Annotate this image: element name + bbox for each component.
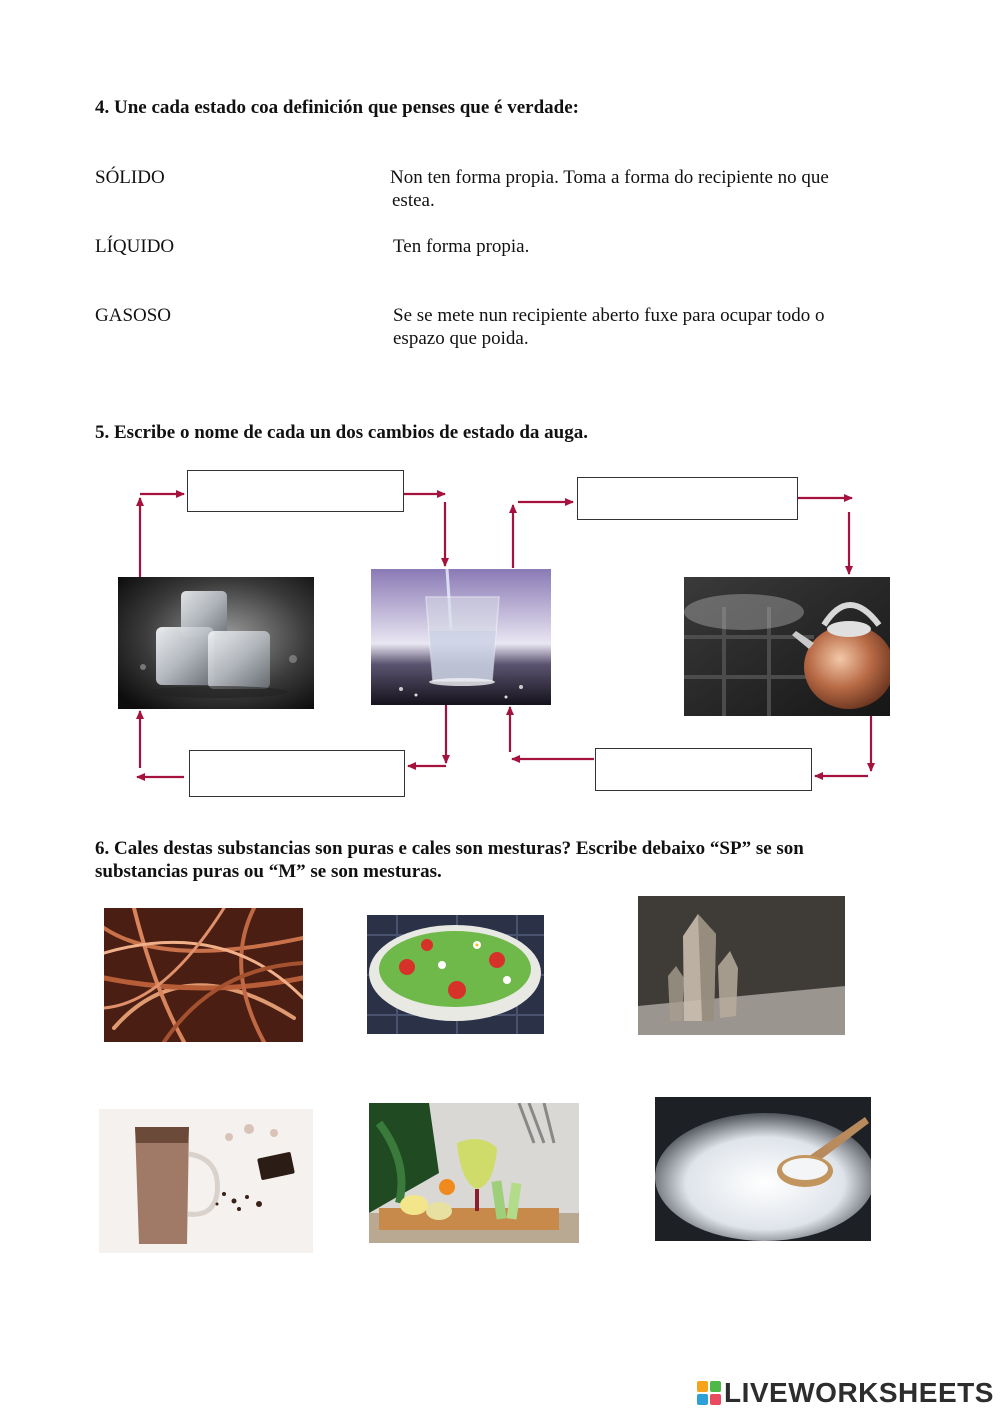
salt-spoon-image <box>655 1097 871 1241</box>
liveworksheets-brand[interactable] <box>697 1377 994 1409</box>
answer-box-solidification[interactable] <box>189 750 405 797</box>
state-liquid[interactable]: LÍQUIDO <box>95 236 175 257</box>
definition-1[interactable]: Non ten forma propia. Toma a forma do recipiente no que estea. <box>390 167 829 211</box>
juice-and-fruits-image <box>369 1103 579 1243</box>
hot-chocolate-image <box>99 1109 313 1253</box>
answer-box-condensation[interactable] <box>595 748 812 791</box>
liveworksheets-logo-icon <box>697 1380 721 1404</box>
quartz-crystal-image <box>638 896 845 1035</box>
q5-title: 5. Escribe o nome de cada un dos cambios de estado da auga. <box>95 422 588 443</box>
definition-3[interactable]: Se se mete nun recipiente aberto fuxe para ocupar todo o espazo que poida. <box>393 305 825 349</box>
state-gas[interactable]: GASOSO <box>95 305 172 326</box>
salad-image <box>367 915 544 1034</box>
answer-box-melting[interactable] <box>187 470 404 512</box>
q6-title: 6. Cales destas substancias son puras e cales son mesturas? Escribe debaixo “SP” se son substancias puras ou “M” se son mesturas. <box>95 838 804 882</box>
definition-2[interactable]: Ten forma propia. <box>393 236 530 257</box>
brand-text: LIVEWORKSHEETS <box>724 1377 994 1408</box>
glass-of-water-image <box>371 569 551 705</box>
q4-title: 4. Une cada estado coa definición que penses que é verdade: <box>95 97 579 118</box>
answer-box-evaporation[interactable] <box>577 477 798 520</box>
state-solid[interactable]: SÓLIDO <box>95 167 165 188</box>
ice-cubes-image <box>118 577 314 709</box>
copper-wires-image <box>104 908 303 1042</box>
boiling-kettle-image <box>684 577 890 716</box>
